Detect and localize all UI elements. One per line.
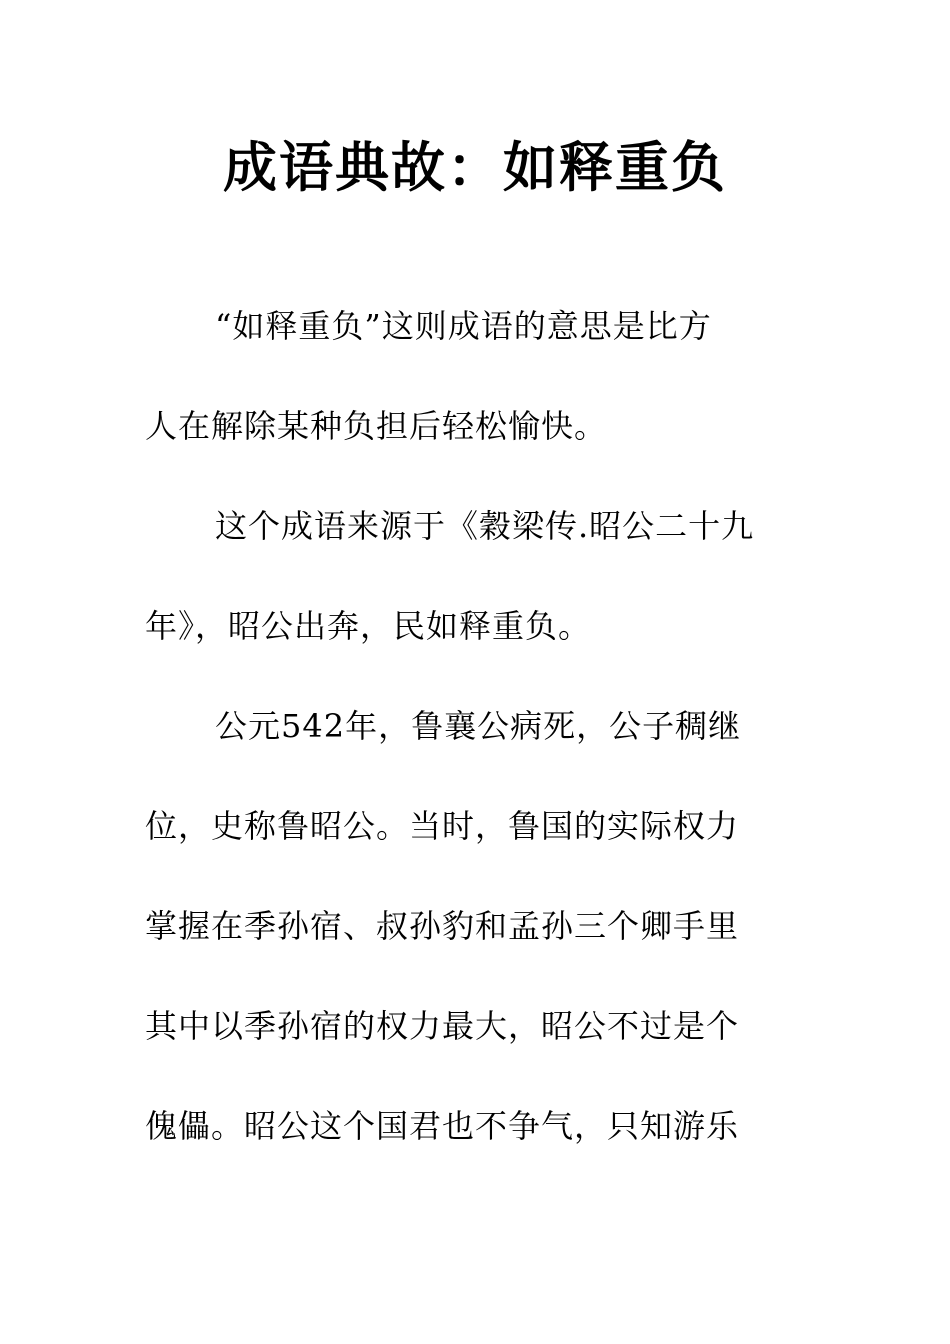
paragraph-1-line-1: “如释重负”这则成语的意思是比方 bbox=[215, 307, 712, 345]
paragraph-3-line-5: 傀儡。昭公这个国君也不争气，只知游乐 bbox=[145, 1107, 740, 1145]
paragraph-1-line-2: 人在解除某种负担后轻松愉快。 bbox=[145, 407, 608, 445]
paragraph-2-line-2: 年》，昭公出奔，民如释重负。 bbox=[145, 607, 592, 645]
paragraph-3-line-4: 其中以季孙宿的权力最大，昭公不过是个 bbox=[145, 1007, 740, 1045]
page-title: 成语典故：如释重负 bbox=[223, 136, 727, 199]
paragraph-3-line-3: 掌握在季孙宿、叔孙豹和孟孙三个卿手里 bbox=[145, 907, 740, 945]
paragraph-3-line-2: 位，史称鲁昭公。当时，鲁国的实际权力 bbox=[145, 807, 740, 845]
paragraph-3-line-1: 公元542年，鲁襄公病死，公子稠继 bbox=[215, 707, 742, 745]
paragraph-2-line-1: 这个成语来源于《穀梁传.昭公二十九 bbox=[215, 507, 755, 545]
